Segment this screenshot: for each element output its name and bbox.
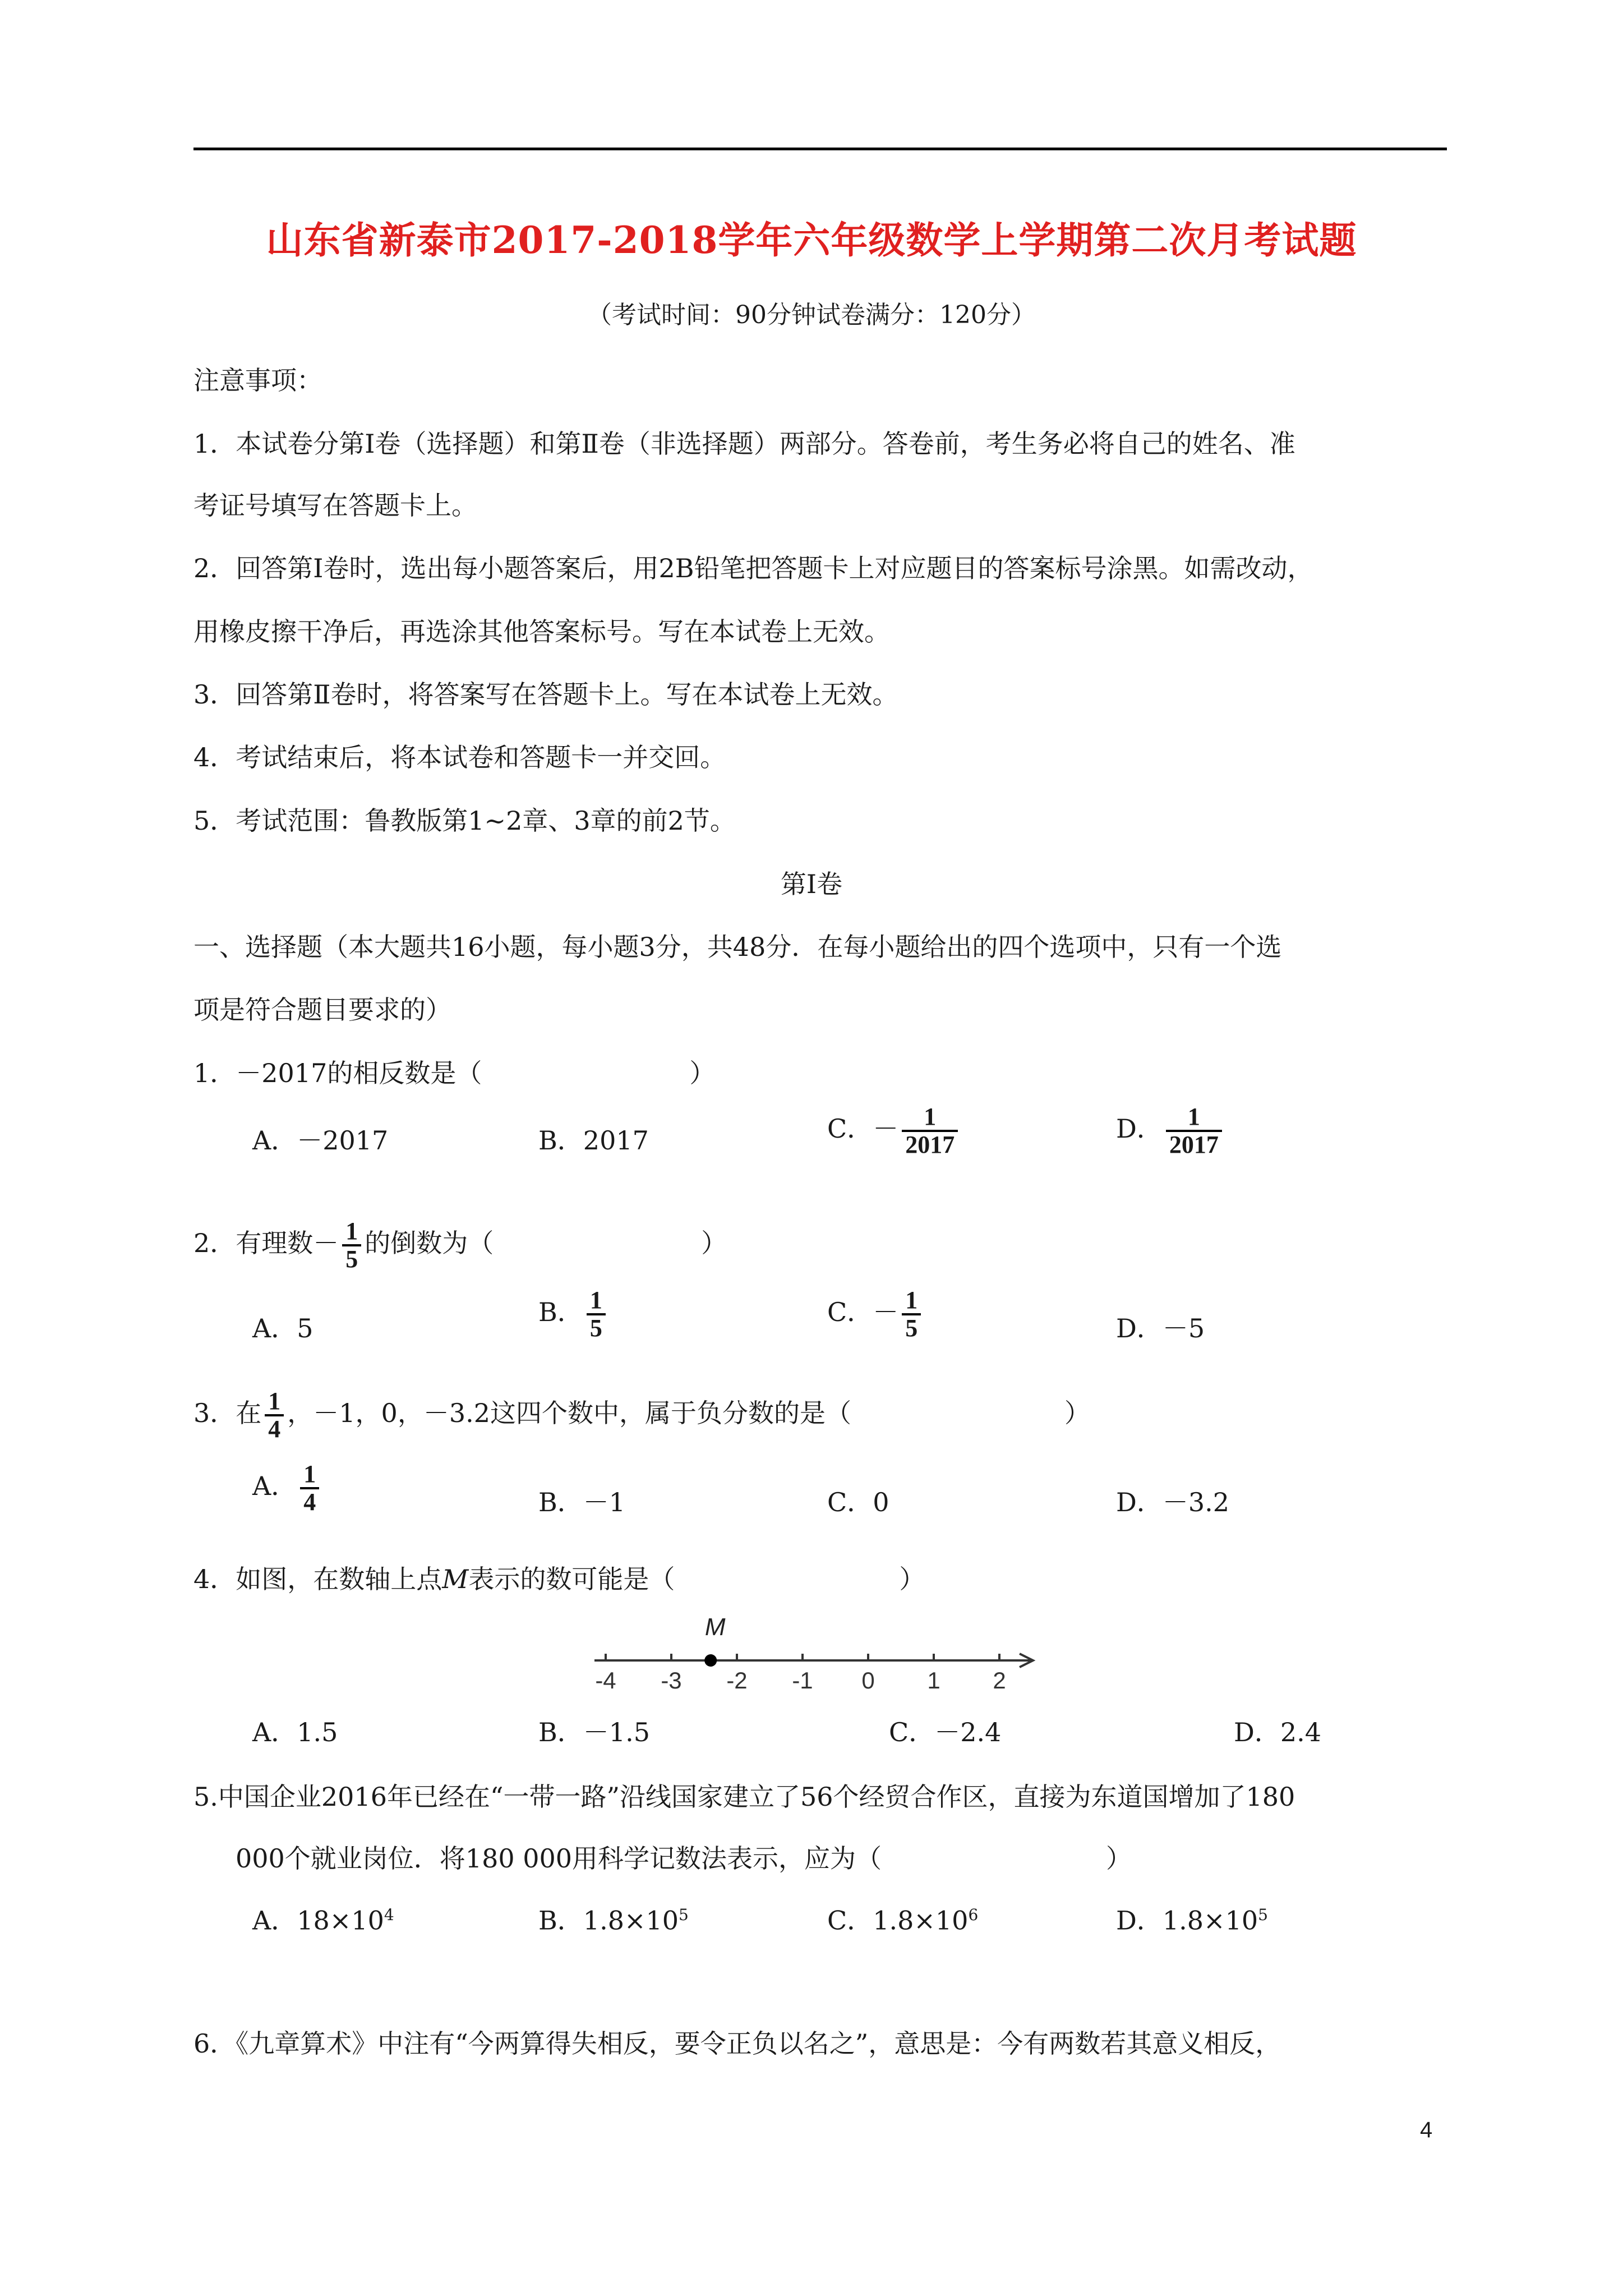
q1-option-d-fraction — [1166, 1104, 1222, 1158]
fraction-denominator: 2017 — [905, 1131, 955, 1159]
fraction-denominator: 5 — [905, 1314, 918, 1342]
page-title: 山东省新泰市2017-2018学年六年级数学上学期第二次月考试题 — [266, 218, 1357, 262]
q2-option-b-fraction — [587, 1287, 606, 1341]
q1-option-c-label: C．－ — [827, 1114, 899, 1144]
q1-option-b: B．2017 — [538, 1125, 649, 1156]
fraction-numerator: 1 — [303, 1460, 316, 1488]
number-line-tick-label: 2 — [993, 1667, 1006, 1694]
fraction-numerator: 1 — [905, 1286, 918, 1314]
fraction-numerator: 1 — [1187, 1103, 1200, 1130]
q2-stem-post: 的倒数为（ — [365, 1228, 494, 1259]
q5-option-d-exponent: 5 — [1258, 1906, 1268, 1924]
section-intro-a: 一、选择题（本大题共16小题，每小题3分，共48分．在每小题给出的四个选项中，只有一个选 — [193, 932, 1282, 962]
number-line-tick-label: -1 — [792, 1667, 813, 1694]
q4-stem — [193, 1566, 925, 1592]
q2-stem — [193, 1218, 727, 1272]
notes-heading: 注意事项： — [193, 365, 322, 395]
q4-option-d: D．2.4 — [1234, 1717, 1322, 1747]
note-1b: 考证号填写在答题卡上。 — [193, 490, 477, 521]
fraction-numerator: 1 — [268, 1387, 281, 1415]
fraction-denominator: 2017 — [1169, 1131, 1219, 1159]
q1-stem — [193, 1060, 715, 1086]
q5-stem-b — [236, 1843, 1132, 1874]
note-1a: 1．本试卷分第Ⅰ卷（选择题）和第Ⅱ卷（非选择题）两部分。答卷前，考生务必将自己的姓名、准 — [193, 429, 1295, 459]
q2-option-c-label: C．－ — [827, 1297, 899, 1328]
number-line-tick-label: -2 — [726, 1667, 748, 1694]
fraction-numerator: 1 — [924, 1103, 937, 1130]
q3-option-a-label: A． — [252, 1471, 297, 1502]
number-line-tick-label: -4 — [595, 1667, 616, 1694]
fraction-numerator: 1 — [589, 1286, 602, 1314]
q5-option-a-base: A．18×10 — [252, 1905, 384, 1936]
section-title: 第Ⅰ卷 — [780, 869, 843, 899]
q4-option-b: B．－1.5 — [538, 1717, 650, 1747]
note-2a: 2．回答第Ⅰ卷时，选出每小题答案后，用2B铅笔把答题卡上对应题目的答案标号涂黑。如需改动， — [193, 553, 1313, 583]
q2-stem-fraction — [342, 1218, 361, 1272]
fraction-denominator: 5 — [345, 1245, 358, 1273]
note-5: 5．考试范围：鲁教版第1~2章、3章的前2节。 — [193, 806, 736, 836]
q2-option-b — [538, 1287, 609, 1341]
q3-close-paren: ） — [1064, 1398, 1090, 1429]
fraction-numerator: 1 — [345, 1217, 358, 1245]
q3-option-b: B．－1 — [538, 1487, 626, 1517]
q1-option-c — [827, 1104, 961, 1158]
point-m-label: M — [704, 1613, 726, 1641]
number-line-tick-label: 1 — [927, 1667, 940, 1694]
q5-option-b-base: B．1.8×10 — [538, 1905, 679, 1936]
q3-stem — [193, 1388, 1090, 1442]
q2-stem-pre: 2．有理数－ — [193, 1228, 339, 1259]
q4-option-c: C．－2.4 — [889, 1717, 1002, 1747]
exam-info: （考试时间：90分钟试卷满分：120分） — [587, 301, 1036, 329]
q3-option-a-fraction — [300, 1461, 319, 1515]
page-number: 4 — [1420, 2118, 1433, 2142]
q4-point-label: M — [442, 1564, 469, 1594]
number-line-tick-label: -3 — [661, 1667, 682, 1694]
q1-close-paren: ） — [689, 1058, 716, 1088]
q3-stem-pre: 3．在 — [193, 1398, 262, 1429]
section-intro-b: 项是符合题目要求的） — [193, 995, 451, 1025]
fraction-denominator: 4 — [268, 1415, 281, 1443]
q5-option-d — [1116, 1905, 1268, 1936]
note-3: 3．回答第Ⅱ卷时，将答案写在答题卡上。写在本试卷上无效。 — [193, 679, 898, 710]
q2-option-c-fraction — [902, 1287, 921, 1341]
q3-stem-fraction — [265, 1388, 284, 1442]
q4-close-paren: ） — [899, 1564, 925, 1594]
note-4: 4．考试结束后，将本试卷和答题卡一并交回。 — [193, 742, 726, 772]
q2-option-b-label: B． — [538, 1297, 583, 1328]
q5-option-c — [827, 1905, 979, 1936]
q2-option-a: A．5 — [252, 1313, 313, 1343]
q4-option-a: A．1.5 — [252, 1717, 338, 1747]
q1-stem-text: 1．－2017的相反数是（ — [193, 1058, 482, 1088]
header-rule — [193, 148, 1447, 150]
number-line-tick-label: 0 — [861, 1667, 875, 1694]
q3-option-d: D．－3.2 — [1116, 1487, 1230, 1517]
q3-stem-post: ，－1，0，－3.2这四个数中，属于负分数的是（ — [287, 1398, 851, 1429]
number-line-figure — [583, 1604, 1049, 1696]
q5-option-b-exponent: 5 — [679, 1906, 689, 1924]
note-2b: 用橡皮擦干净后，再选涂其他答案标号。写在本试卷上无效。 — [193, 616, 890, 647]
q5-stem-b-text: 000个就业岗位．将180 000用科学记数法表示，应为（ — [236, 1843, 882, 1874]
q2-option-d: D．－5 — [1116, 1313, 1205, 1343]
q5-option-b — [538, 1905, 689, 1936]
q5-stem-a: 5.中国企业2016年已经在“一带一路”沿线国家建立了56个经贸合作区，直接为东道国增加了180 — [193, 1782, 1295, 1812]
q1-option-d-label: D． — [1116, 1114, 1163, 1144]
fraction-denominator: 5 — [589, 1314, 602, 1342]
number-line-svg — [583, 1604, 1049, 1694]
point-m — [704, 1654, 717, 1667]
q4-stem-post: 表示的数可能是（ — [468, 1564, 675, 1594]
q3-option-a — [252, 1461, 322, 1515]
q5-option-d-base: D．1.8×10 — [1116, 1905, 1258, 1936]
q2-close-paren: ） — [701, 1228, 727, 1259]
q1-option-d — [1116, 1104, 1225, 1158]
q1-option-a: A．－2017 — [252, 1125, 389, 1156]
q5-option-a — [252, 1905, 394, 1936]
q5-option-c-exponent: 6 — [968, 1906, 979, 1924]
q1-option-c-fraction — [902, 1104, 958, 1158]
q5-close-paren: ） — [1106, 1843, 1132, 1874]
q5-option-a-exponent: 4 — [384, 1906, 394, 1924]
q5-option-c-base: C．1.8×10 — [827, 1905, 969, 1936]
q6-stem: 6．《九章算术》中注有“今两算得失相反，要令正负以名之”，意思是：今有两数若其意义相反， — [193, 2028, 1281, 2059]
q3-option-c: C．0 — [827, 1487, 889, 1517]
fraction-denominator: 4 — [303, 1488, 316, 1516]
q4-stem-pre: 4．如图，在数轴上点 — [193, 1564, 442, 1594]
q2-option-c — [827, 1287, 924, 1341]
